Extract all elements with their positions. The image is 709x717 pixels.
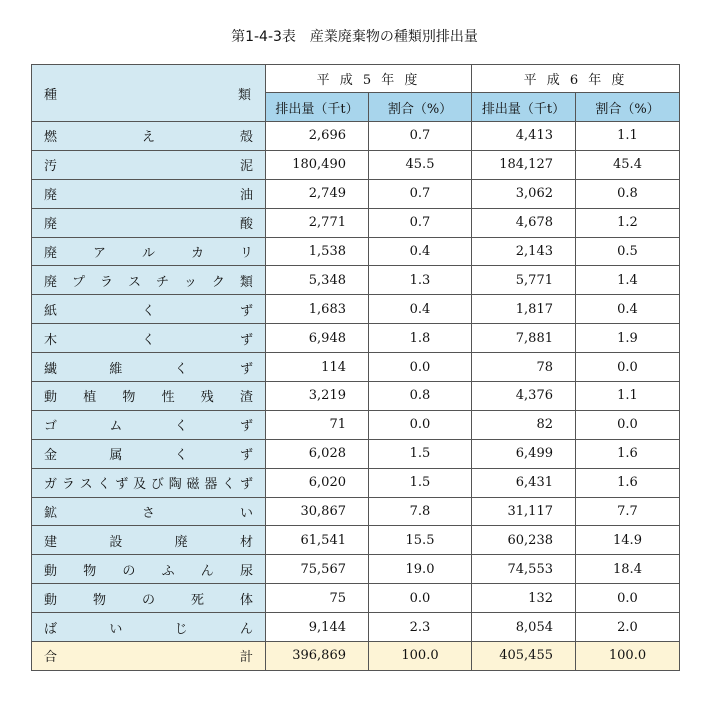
- amount-h6-cell: 78: [472, 353, 576, 382]
- row-label-char: 動: [44, 563, 58, 579]
- ratio-h6-cell: 1.1: [576, 382, 680, 411]
- row-label-char: ク: [211, 274, 225, 290]
- row-label: [32, 584, 266, 613]
- ratio-h5-cell: 45.5: [369, 150, 472, 179]
- amount-h5-cell: 2,696: [266, 122, 369, 151]
- row-label: [32, 526, 266, 555]
- row-label-char: 設: [109, 534, 123, 550]
- row-label: [32, 410, 266, 439]
- table-row: [32, 208, 680, 237]
- row-label-char: 物: [92, 592, 106, 608]
- table-row: [32, 468, 680, 497]
- amount-h5-cell: 30,867: [266, 497, 369, 526]
- row-label-char: ア: [92, 246, 106, 261]
- amount-h5-cell: 71: [266, 410, 369, 439]
- ratio-h6-cell: 100.0: [576, 642, 680, 671]
- row-label-char: 金: [44, 448, 58, 464]
- row-label-char: び: [150, 477, 164, 493]
- amount-h6-cell: 74,553: [472, 555, 576, 584]
- amount-h6-cell: 184,127: [472, 150, 576, 179]
- row-label-char: 廃: [174, 534, 188, 550]
- kind-header-char: 類: [237, 87, 251, 103]
- ratio-h5-cell: 0.0: [369, 353, 472, 382]
- row-label-char: 紙: [44, 303, 58, 319]
- amount-h6-cell: 6,431: [472, 468, 576, 497]
- ratio-h6-cell: 1.2: [576, 208, 680, 237]
- amount-h5-cell: 1,538: [266, 237, 369, 266]
- row-label-char: 物: [83, 563, 97, 579]
- row-label: [32, 266, 266, 295]
- ratio-h5-cell: 0.0: [369, 584, 472, 613]
- ratio-h5-cell: 1.8: [369, 324, 472, 353]
- ratio-header-h5: 割合（%）: [369, 93, 472, 122]
- ratio-h6-cell: 14.9: [576, 526, 680, 555]
- row-label-char: 属: [109, 448, 123, 464]
- amount-h5-cell: 396,869: [266, 642, 369, 671]
- row-label-char: の: [122, 563, 136, 579]
- ratio-h5-cell: 0.7: [369, 122, 472, 151]
- row-label-char: 鉱: [44, 506, 58, 522]
- amount-h5-cell: 2,749: [266, 179, 369, 208]
- row-label-char: 残: [200, 390, 214, 406]
- amount-h5-cell: 6,028: [266, 439, 369, 468]
- row-label-char: じ: [174, 621, 188, 637]
- ratio-h6-cell: 0.0: [576, 410, 680, 439]
- row-label-char: ラ: [61, 477, 75, 493]
- ratio-h6-cell: 0.5: [576, 237, 680, 266]
- amount-h6-cell: 60,238: [472, 526, 576, 555]
- ratio-h5-cell: 0.7: [369, 208, 472, 237]
- ratio-h6-cell: 1.4: [576, 266, 680, 295]
- ratio-h5-cell: 100.0: [369, 642, 472, 671]
- table-row: [32, 150, 680, 179]
- table-row: [32, 584, 680, 613]
- row-label: [32, 295, 266, 324]
- row-label-char: 泥: [239, 159, 253, 175]
- total-row: [32, 642, 680, 671]
- row-label-char: く: [174, 448, 188, 464]
- row-label-char: 合: [44, 650, 58, 666]
- row-label-char: 及: [133, 477, 147, 493]
- ratio-h5-cell: 1.3: [369, 266, 472, 295]
- ratio-h6-cell: 1.1: [576, 122, 680, 151]
- waste-table: [31, 64, 680, 671]
- row-label-char: ず: [239, 448, 253, 464]
- table-row: [32, 613, 680, 642]
- amount-h6-cell: 4,376: [472, 382, 576, 411]
- ratio-h6-cell: 18.4: [576, 555, 680, 584]
- ratio-h6-cell: 1.6: [576, 468, 680, 497]
- amount-h6-cell: 4,678: [472, 208, 576, 237]
- amount-h5-cell: 6,948: [266, 324, 369, 353]
- row-label-char: 動: [44, 592, 58, 608]
- table-row: [32, 410, 680, 439]
- row-label-char: 渣: [239, 390, 253, 406]
- row-label: [32, 613, 266, 642]
- row-label-char: 磁: [186, 477, 200, 493]
- amount-h5-cell: 75,567: [266, 555, 369, 584]
- table-row: [32, 295, 680, 324]
- ratio-h6-cell: 0.8: [576, 179, 680, 208]
- table-row: [32, 526, 680, 555]
- row-label-char: 類: [239, 274, 253, 290]
- row-label-char: 性: [161, 390, 175, 406]
- row-label-char: い: [109, 621, 123, 637]
- amount-h5-cell: 75: [266, 584, 369, 613]
- row-label-char: ば: [44, 621, 58, 637]
- table-row: [32, 122, 680, 151]
- amount-h5-cell: 5,348: [266, 266, 369, 295]
- row-label-char: さ: [141, 506, 155, 522]
- row-label-char: ス: [127, 274, 141, 290]
- amount-header-h6: 排出量（千t）: [472, 93, 576, 122]
- row-label: [32, 150, 266, 179]
- row-label: [32, 468, 266, 497]
- row-label-char: ガ: [44, 477, 58, 493]
- ratio-h5-cell: 7.8: [369, 497, 472, 526]
- row-label-char: 燃: [44, 130, 58, 146]
- row-label: [32, 179, 266, 208]
- amount-h6-cell: 1,817: [472, 295, 576, 324]
- table-row: [32, 324, 680, 353]
- row-label-char: ず: [239, 332, 253, 348]
- row-label-char: 計: [239, 650, 253, 666]
- row-label-char: リ: [239, 246, 253, 261]
- row-label-char: 廃: [44, 274, 58, 290]
- row-label: [32, 439, 266, 468]
- row-label-char: 殻: [239, 130, 253, 146]
- row-label-char: く: [141, 303, 155, 319]
- row-label-char: 建: [44, 534, 58, 550]
- ratio-h5-cell: 2.3: [369, 613, 472, 642]
- amount-h5-cell: 9,144: [266, 613, 369, 642]
- amount-h6-cell: 405,455: [472, 642, 576, 671]
- row-label-char: 廃: [44, 188, 58, 204]
- row-label: [32, 555, 266, 584]
- kind-header: [32, 65, 266, 122]
- row-label-char: ラ: [99, 274, 113, 290]
- row-label-char: チ: [155, 274, 169, 290]
- amount-h5-cell: 3,219: [266, 382, 369, 411]
- amount-h5-cell: 114: [266, 353, 369, 382]
- table-title: 第1-4-3表 産業廃棄物の種類別排出量: [231, 29, 478, 45]
- row-label-char: 木: [44, 332, 58, 348]
- ratio-h6-cell: 1.6: [576, 439, 680, 468]
- ratio-h5-cell: 1.5: [369, 468, 472, 497]
- amount-h6-cell: 2,143: [472, 237, 576, 266]
- table-row: [32, 353, 680, 382]
- row-label: [32, 237, 266, 266]
- row-label-char: く: [97, 477, 111, 493]
- row-label-char: く: [141, 332, 155, 348]
- amount-h6-cell: 4,413: [472, 122, 576, 151]
- row-label-char: 廃: [44, 217, 58, 233]
- ratio-h5-cell: 0.8: [369, 382, 472, 411]
- row-label-char: く: [222, 477, 236, 493]
- row-label-char: 尿: [239, 563, 253, 579]
- amount-h6-cell: 6,499: [472, 439, 576, 468]
- row-label: [32, 353, 266, 382]
- ratio-h5-cell: 19.0: [369, 555, 472, 584]
- ratio-h6-cell: 2.0: [576, 613, 680, 642]
- amount-h6-cell: 132: [472, 584, 576, 613]
- row-label: [32, 497, 266, 526]
- row-label-char: ッ: [183, 274, 197, 290]
- row-label-char: ず: [239, 477, 253, 493]
- ratio-h6-cell: 45.4: [576, 150, 680, 179]
- ratio-h5-cell: 0.4: [369, 295, 472, 324]
- row-label-char: く: [174, 361, 188, 377]
- row-label-char: ず: [239, 361, 253, 377]
- ratio-h6-cell: 0.4: [576, 295, 680, 324]
- amount-h6-cell: 3,062: [472, 179, 576, 208]
- row-label-char: く: [174, 419, 188, 435]
- row-label-char: 油: [239, 188, 253, 204]
- row-label-char: ん: [200, 563, 214, 579]
- row-label-char: の: [141, 592, 155, 608]
- ratio-h5-cell: 0.0: [369, 410, 472, 439]
- table-row: [32, 497, 680, 526]
- row-label-char: ス: [79, 477, 93, 493]
- row-label-char: ず: [239, 303, 253, 319]
- year-h5-header: 平 成 5 年 度: [266, 65, 472, 93]
- ratio-header-h6: 割合（%）: [576, 93, 680, 122]
- ratio-h6-cell: 0.0: [576, 353, 680, 382]
- row-label-char: え: [141, 130, 155, 146]
- year-h6-header: 平 成 6 年 度: [472, 65, 680, 93]
- row-label-char: 廃: [44, 246, 58, 261]
- amount-h6-cell: 5,771: [472, 266, 576, 295]
- table-row: [32, 179, 680, 208]
- row-label: [32, 324, 266, 353]
- row-label-char: プ: [71, 274, 85, 290]
- row-label-char: カ: [190, 246, 204, 261]
- row-label-char: 体: [239, 592, 253, 608]
- row-label-char: 植: [83, 390, 97, 406]
- row-label-char: い: [239, 506, 253, 522]
- row-label-char: 器: [204, 477, 218, 493]
- amount-h5-cell: 2,771: [266, 208, 369, 237]
- row-label-char: ん: [239, 621, 253, 637]
- amount-h6-cell: 82: [472, 410, 576, 439]
- table-row: [32, 266, 680, 295]
- row-label-char: 材: [239, 534, 253, 550]
- ratio-h5-cell: 0.7: [369, 179, 472, 208]
- row-label-char: 汚: [44, 159, 58, 175]
- row-label: [32, 122, 266, 151]
- amount-h6-cell: 31,117: [472, 497, 576, 526]
- row-label-char: 繊: [44, 361, 58, 377]
- row-label-char: ふ: [161, 563, 175, 579]
- amount-header-h5: 排出量（千t）: [266, 93, 369, 122]
- ratio-h5-cell: 15.5: [369, 526, 472, 555]
- row-label: [32, 642, 266, 671]
- amount-h5-cell: 61,541: [266, 526, 369, 555]
- amount-h5-cell: 180,490: [266, 150, 369, 179]
- row-label-char: ず: [239, 419, 253, 435]
- amount-h6-cell: 8,054: [472, 613, 576, 642]
- ratio-h6-cell: 0.0: [576, 584, 680, 613]
- row-label-char: 維: [109, 361, 123, 377]
- row-label: [32, 382, 266, 411]
- row-label-char: ム: [109, 419, 123, 435]
- row-label-char: ル: [141, 246, 155, 261]
- ratio-h6-cell: 7.7: [576, 497, 680, 526]
- row-label-char: 陶: [168, 477, 182, 493]
- row-label-char: ず: [115, 477, 129, 493]
- table-row: [32, 382, 680, 411]
- table-row: [32, 439, 680, 468]
- ratio-h6-cell: 1.9: [576, 324, 680, 353]
- table-row: [32, 555, 680, 584]
- row-label-char: 酸: [239, 217, 253, 233]
- row-label: [32, 208, 266, 237]
- row-label-char: ゴ: [44, 419, 58, 435]
- kind-header-char: 種: [44, 87, 58, 103]
- row-label-char: 死: [190, 592, 204, 608]
- ratio-h5-cell: 1.5: [369, 439, 472, 468]
- amount-h5-cell: 1,683: [266, 295, 369, 324]
- table-row: [32, 237, 680, 266]
- row-label-char: 物: [122, 390, 136, 406]
- amount-h6-cell: 7,881: [472, 324, 576, 353]
- row-label-char: 動: [44, 390, 58, 406]
- amount-h5-cell: 6,020: [266, 468, 369, 497]
- ratio-h5-cell: 0.4: [369, 237, 472, 266]
